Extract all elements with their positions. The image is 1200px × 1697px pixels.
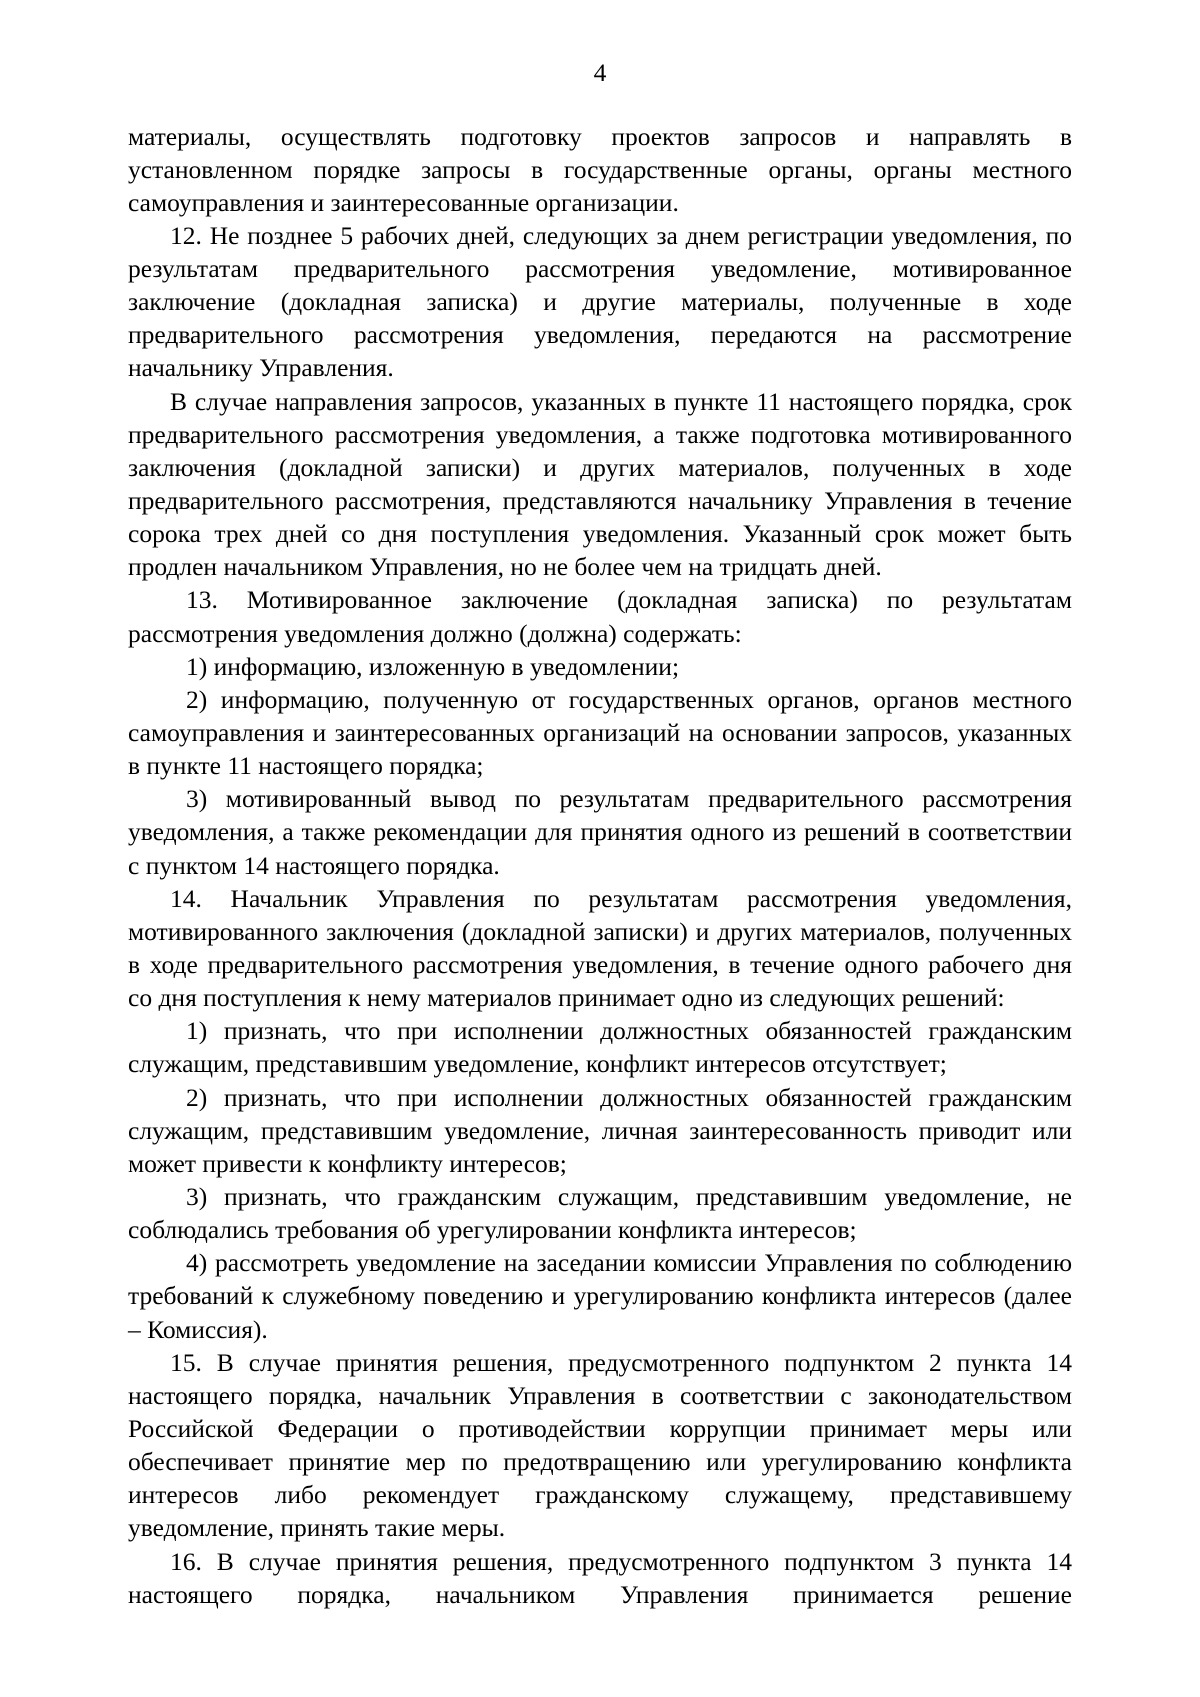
paragraph-12-second: В случае направления запросов, указанных в пункте 11 настоящего порядка, срок предварительного рассмотрения уведомления, а также подготовка мотивированного заключения (докладной записки) и других материалов, полученных в ходе предварительного рассмотрения, представляются начальнику Управления в течение сорока трех дней со дня поступления уведомления. Указанный срок может быть продлен начальником Управления, но не более чем на тридцать дней. <box>128 386 1072 582</box>
paragraph-14-item-2: 2) признать, что при исполнении должностных обязанностей гражданским служащим, представившим уведомление, личная заинтересованность приводит или может привести к конфликту интересов; <box>128 1082 1072 1178</box>
paragraph-13-item-3: 3) мотивированный вывод по результатам предварительного рассмотрения уведомления, а также рекомендации для принятия одного из решений в соответствии с пунктом 14 настоящего порядка. <box>128 784 1072 880</box>
paragraph-12: 12. Не позднее 5 рабочих дней, следующих за днем регистрации уведомления, по результатам предварительного рассмотрения уведомление, мотивированное заключение (докладная записка) и другие материалы, полученные в ходе предварительного рассмотрения уведомления, передаются на рассмотрение начальнику Управления. <box>128 220 1072 383</box>
document-body <box>128 120 1072 1611</box>
paragraph-13-item-2: 2) информацию, полученную от государственных органов, органов местного самоуправления и заинтересованных организаций на основании запросов, указанных в пункте 11 настоящего порядка; <box>128 684 1072 781</box>
paragraph-continued: материалы, осуществлять подготовку проектов запросов и направлять в установленном порядке запросы в государственные органы, органы местного самоуправления и заинтересованные организации. <box>128 121 1072 217</box>
paragraph-14-item-4: 4) рассмотреть уведомление на заседании комиссии Управления по соблюдению требований к служебному поведению и урегулированию конфликта интересов (далее – Комиссия). <box>128 1248 1072 1344</box>
paragraph-13: 13. Мотивированное заключение (докладная записка) по результатам рассмотрения уведомления должно (должна) содержать: <box>128 585 1072 648</box>
paragraph-16: 16. В случае принятия решения, предусмотренного подпунктом 3 пункта 14 настоящего порядка, начальником Управления принимается решение <box>128 1546 1072 1609</box>
paragraph-13-item-1: 1) информацию, изложенную в уведомлении; <box>186 651 680 681</box>
paragraph-15: 15. В случае принятия решения, предусмотренного подпунктом 2 пункта 14 настоящего порядка, начальник Управления в соответствии с законодательством Российской Федерации о противодействии коррупции принимает меры или обеспечивает принятие мер по предотвращению или урегулированию конфликта интересов либо рекомендует гражданскому служащему, представившему уведомление, принять такие меры. <box>128 1347 1072 1543</box>
paragraph-14: 14. Начальник Управления по результатам рассмотрения уведомления, мотивированного заключения (докладной записки) и других материалов, полученных в ходе предварительного рассмотрения уведомления, в течение одного рабочего дня со дня поступления к нему материалов принимает одно из следующих решений: <box>128 883 1072 1013</box>
paragraph-14-item-1: 1) признать, что при исполнении должностных обязанностей гражданским служащим, представившим уведомление, конфликт интересов отсутствует; <box>128 1016 1072 1079</box>
paragraph-14-item-3: 3) признать, что гражданским служащим, представившим уведомление, не соблюдались требования об урегулировании конфликта интересов; <box>128 1182 1072 1245</box>
page-number: 4 <box>593 58 607 87</box>
